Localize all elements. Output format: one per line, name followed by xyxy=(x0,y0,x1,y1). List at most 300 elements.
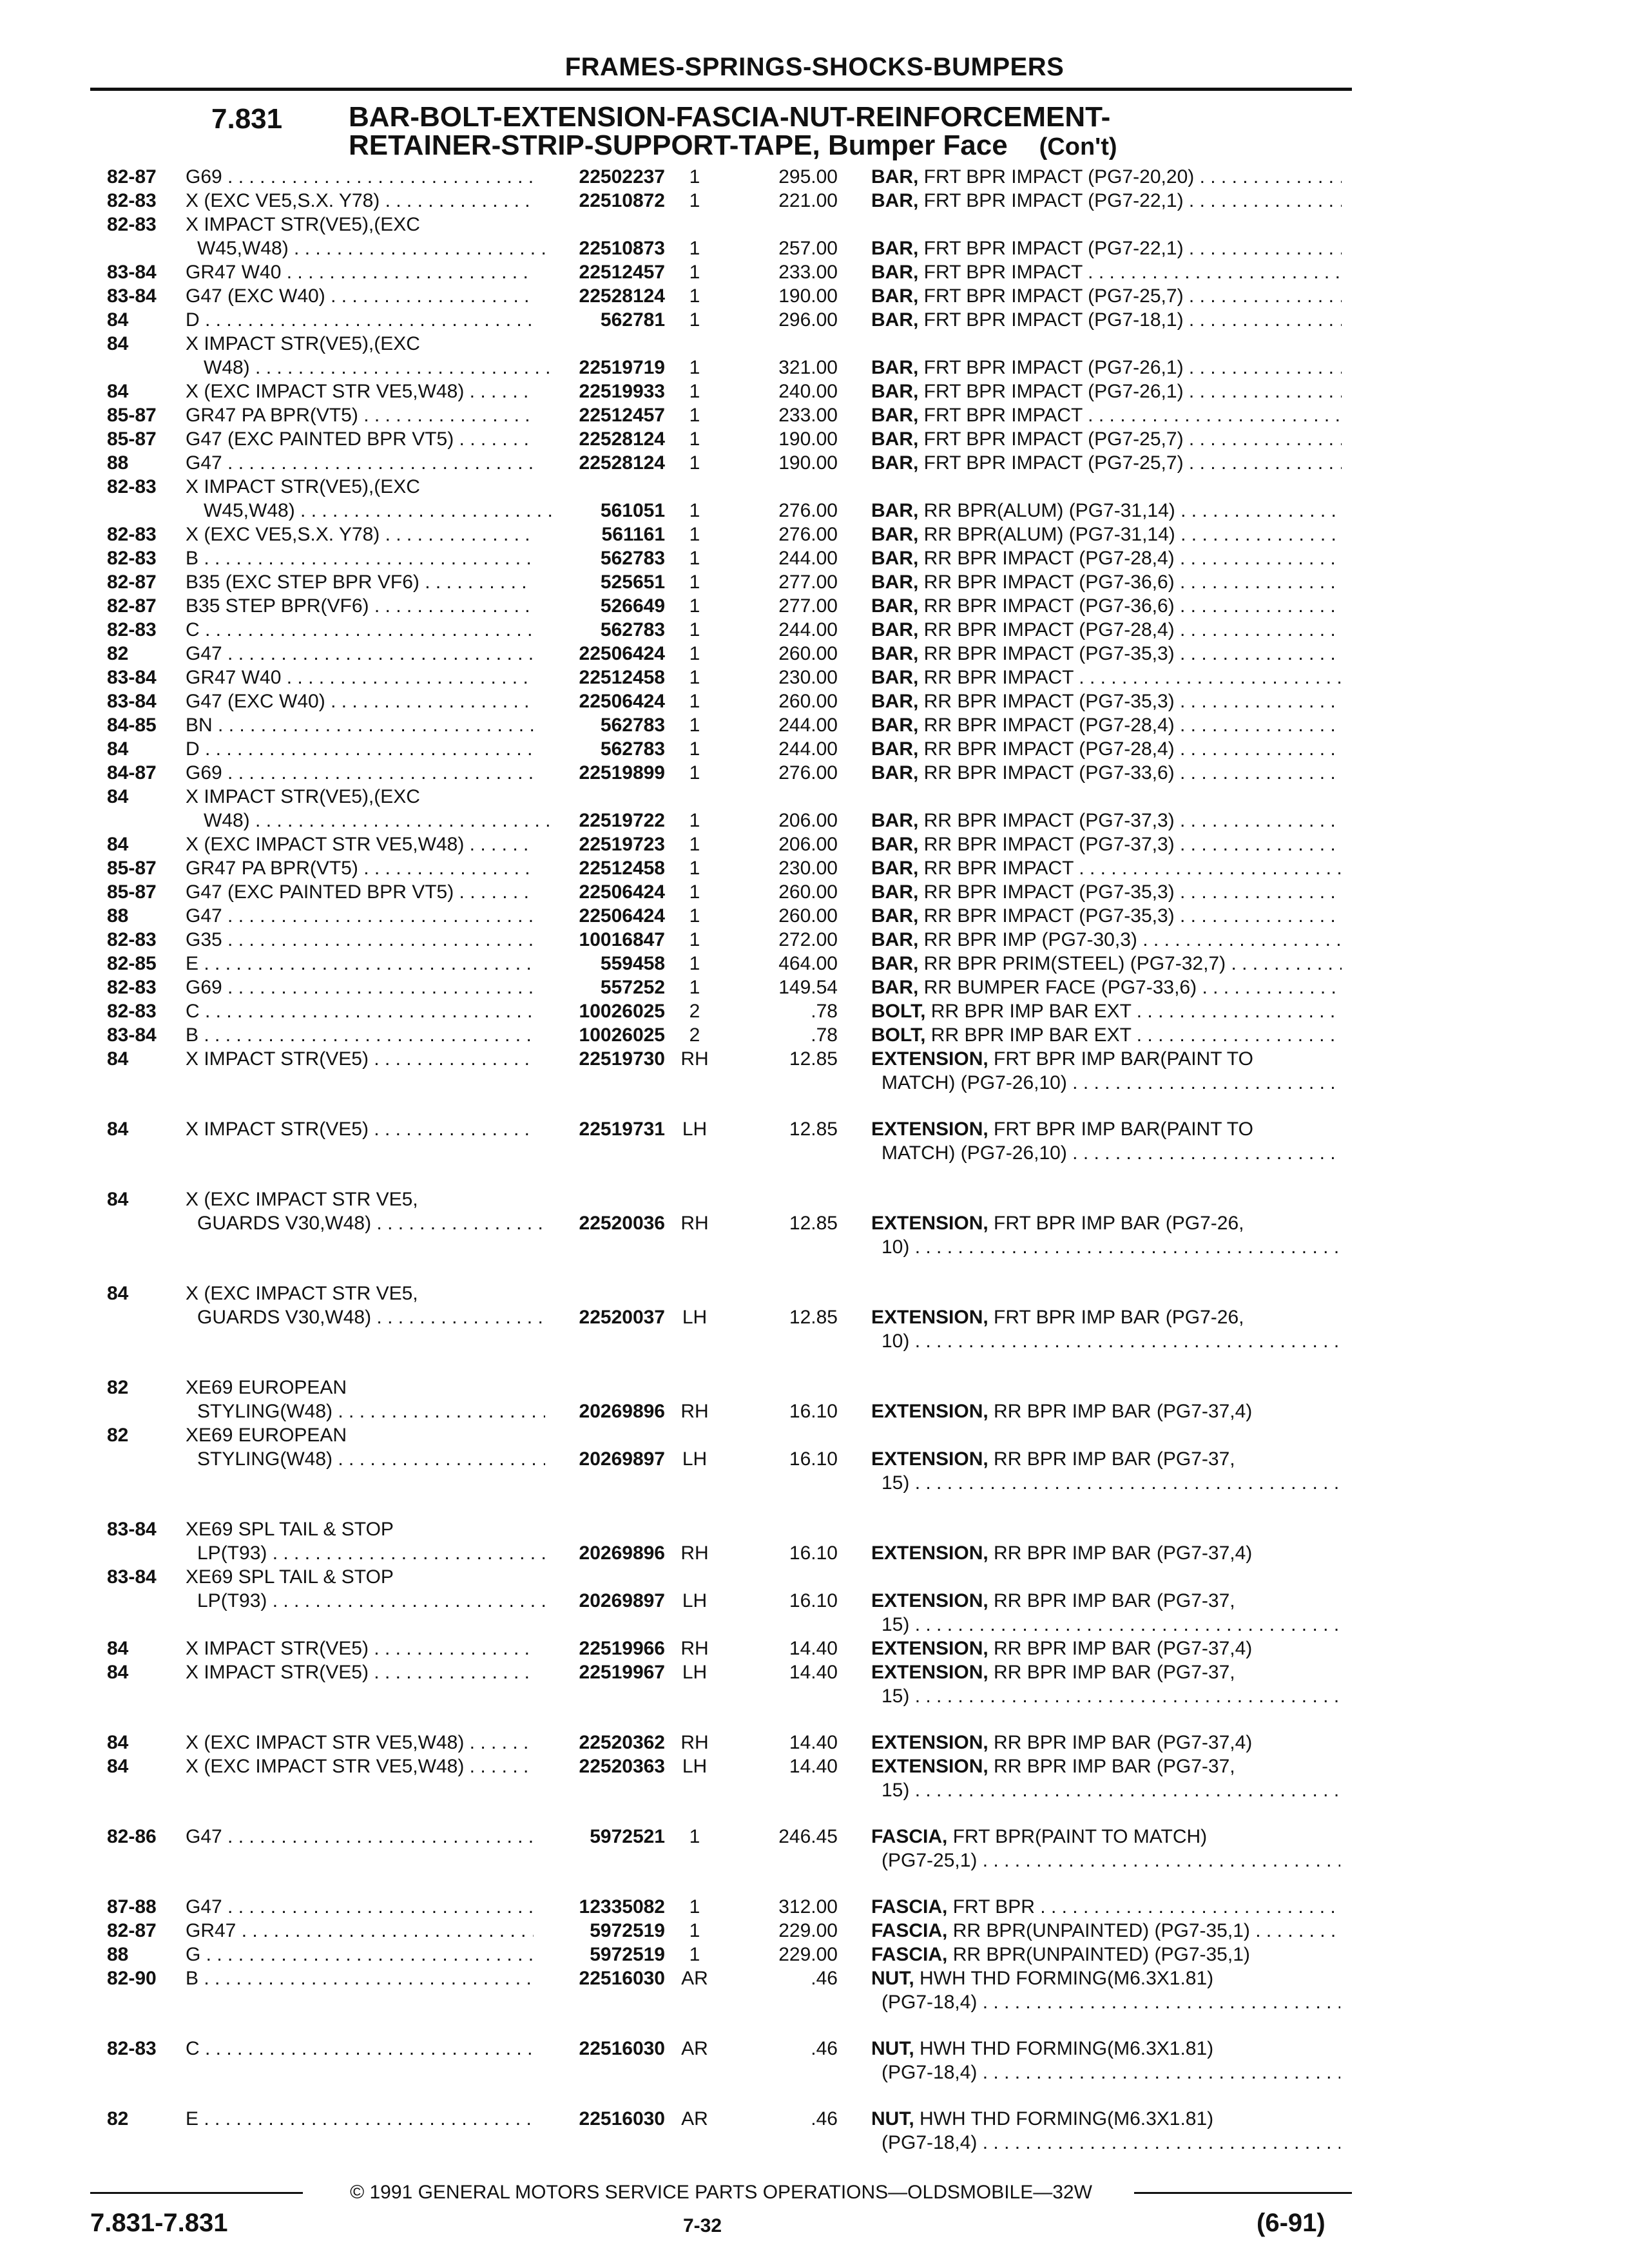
part-detail: RR BPR IMPACT (PG7-28,4) xyxy=(918,738,1175,760)
part-name: BAR, xyxy=(871,262,919,283)
price: 276.00 xyxy=(778,524,838,545)
part-name: BAR, xyxy=(871,762,919,783)
part-detail: FRT BPR IMPACT (PG7-18,1) xyxy=(918,309,1184,331)
price: 260.00 xyxy=(778,691,838,712)
model-years: 84 xyxy=(107,1119,129,1140)
part-number: 20269896 xyxy=(579,1401,665,1422)
usage-description: X IMPACT STR(VE5),(EXC xyxy=(186,786,420,807)
usage-description: D . . . xyxy=(186,737,534,761)
model-years: 83-84 xyxy=(107,1024,157,1046)
model-years: 83-84 xyxy=(107,285,157,307)
price: 277.00 xyxy=(778,572,838,593)
price: .46 xyxy=(811,2108,838,2129)
usage-description: X (EXC IMPACT STR VE5, xyxy=(186,1283,418,1304)
part-description xyxy=(871,189,1342,213)
part-description-cont: 15) . . . xyxy=(882,1471,1340,1495)
usage-description: X (EXC IMPACT STR VE5,W48) . . . xyxy=(186,1754,534,1778)
quantity: 1 xyxy=(689,524,700,545)
price: 14.40 xyxy=(789,1756,838,1777)
part-name: BAR, xyxy=(871,309,919,331)
part-detail: FRT BPR IMP BAR(PAINT TO xyxy=(988,1048,1253,1070)
quantity: RH xyxy=(680,1401,709,1422)
quantity: 1 xyxy=(689,905,700,927)
quantity: 1 xyxy=(689,572,700,593)
model-years: 85-87 xyxy=(107,881,157,903)
part-name: BAR, xyxy=(871,929,919,950)
part-detail: RR BPR IMP BAR (PG7-37,4) xyxy=(988,1542,1253,1564)
part-detail: RR BPR IMPACT (PG7-35,3) xyxy=(918,691,1175,712)
quantity: AR xyxy=(681,2108,708,2129)
usage-description: G47 (EXC W40) . . . xyxy=(186,689,534,713)
part-number: 20269897 xyxy=(579,1590,665,1611)
part-name: FASCIA, xyxy=(871,1896,948,1917)
usage-description: X (EXC IMPACT STR VE5,W48) . . . xyxy=(186,1731,534,1754)
part-name: EXTENSION, xyxy=(871,1732,988,1753)
model-years: 83-84 xyxy=(107,1519,157,1540)
part-description xyxy=(871,689,1342,713)
price: 12.85 xyxy=(789,1213,838,1234)
price: 229.00 xyxy=(778,1944,838,1965)
part-number: 22528124 xyxy=(579,285,665,307)
part-number: 22512457 xyxy=(579,405,665,426)
price: 149.54 xyxy=(778,977,838,998)
usage-description: X IMPACT STR(VE5) . . . xyxy=(186,1047,534,1071)
part-name: NUT, xyxy=(871,2038,914,2059)
price: 244.00 xyxy=(778,619,838,640)
model-years: 84 xyxy=(107,834,129,855)
part-number: 22519731 xyxy=(579,1119,665,1140)
price: 464.00 xyxy=(778,953,838,974)
part-detail: FRT BPR IMPACT xyxy=(918,405,1083,426)
part-name: EXTENSION, xyxy=(871,1590,988,1611)
model-years: 85-87 xyxy=(107,858,157,879)
part-name: EXTENSION, xyxy=(871,1638,988,1659)
part-number: 10016847 xyxy=(579,929,665,950)
model-years: 82-83 xyxy=(107,2038,157,2059)
part-name: BAR, xyxy=(871,595,919,617)
part-name: BAR, xyxy=(871,500,919,521)
quantity: 1 xyxy=(689,667,700,688)
part-detail: HWH THD FORMING(M6.3X1.81) xyxy=(914,1968,1214,1989)
part-name: BAR, xyxy=(871,548,919,569)
price: 190.00 xyxy=(778,452,838,474)
part-detail: RR BPR IMP BAR (PG7-37,4) xyxy=(988,1638,1253,1659)
price: 12.85 xyxy=(789,1119,838,1140)
quantity: 1 xyxy=(689,834,700,855)
part-detail: RR BPR IMP (PG7-30,3) xyxy=(918,929,1137,950)
usage-description: GR47 W40 . . . xyxy=(186,260,534,284)
usage-description: G69 . . . xyxy=(186,761,534,785)
usage-description: G47 (EXC PAINTED BPR VT5) . . . xyxy=(186,427,534,451)
part-name: BAR, xyxy=(871,285,919,307)
part-name: EXTENSION, xyxy=(871,1307,988,1328)
quantity: RH xyxy=(680,1213,709,1234)
model-years: 84 xyxy=(107,1638,129,1659)
part-name: BAR, xyxy=(871,858,919,879)
part-description xyxy=(871,809,1342,832)
part-name: BAR, xyxy=(871,691,919,712)
part-number: 22516030 xyxy=(579,2108,665,2129)
part-description xyxy=(871,1447,1342,1471)
part-detail: RR BPR IMP BAR EXT xyxy=(925,1001,1132,1022)
part-number: 22512458 xyxy=(579,667,665,688)
usage-description: G69 . . . xyxy=(186,165,534,189)
part-name: BAR, xyxy=(871,953,919,974)
quantity: 1 xyxy=(689,762,700,783)
model-years: 84 xyxy=(107,1048,129,1070)
part-detail: RR BPR IMPACT (PG7-37,3) xyxy=(918,834,1175,855)
part-number: 22519967 xyxy=(579,1662,665,1683)
quantity: 1 xyxy=(689,810,700,831)
model-years: 84 xyxy=(107,786,129,807)
part-description-cont: 15) . . . xyxy=(882,1613,1340,1637)
part-description xyxy=(871,1023,1342,1047)
part-number: 22516030 xyxy=(579,2038,665,2059)
usage-description: W48) . . . xyxy=(204,809,552,832)
price: 190.00 xyxy=(778,428,838,450)
part-name: BAR, xyxy=(871,810,919,831)
model-years: 82 xyxy=(107,1377,129,1398)
part-name: BAR, xyxy=(871,452,919,474)
usage-description: X IMPACT STR(VE5),(EXC xyxy=(186,333,420,354)
price: 244.00 xyxy=(778,548,838,569)
price: 260.00 xyxy=(778,905,838,927)
usage-description: X IMPACT STR(VE5),(EXC xyxy=(186,214,420,235)
part-description xyxy=(871,284,1342,308)
part-number: 5972519 xyxy=(590,1920,665,1941)
price: 16.10 xyxy=(789,1401,838,1422)
usage-description: G47 . . . xyxy=(186,1895,534,1919)
quantity: LH xyxy=(682,1307,708,1328)
part-detail: RR BPR IMP BAR (PG7-37,4) xyxy=(988,1401,1253,1422)
part-description xyxy=(871,1731,1342,1754)
part-detail: RR BPR IMP BAR (PG7-37,4) xyxy=(988,1732,1253,1753)
usage-description: GR47 PA BPR(VT5) . . . xyxy=(186,403,534,427)
part-number: 562781 xyxy=(600,309,665,331)
part-detail: FRT BPR IMPACT (PG7-25,7) xyxy=(918,452,1184,474)
part-detail: FRT BPR(PAINT TO MATCH) xyxy=(947,1826,1208,1847)
part-detail: FRT BPR IMPACT (PG7-22,1) xyxy=(918,190,1184,211)
price: 206.00 xyxy=(778,810,838,831)
quantity: 1 xyxy=(689,381,700,402)
quantity: 2 xyxy=(689,1024,700,1046)
part-detail: RR BUMPER FACE (PG7-33,6) xyxy=(918,977,1197,998)
part-detail: FRT BPR IMPACT xyxy=(918,262,1083,283)
quantity: 1 xyxy=(689,285,700,307)
part-description xyxy=(871,1211,1342,1235)
part-description xyxy=(871,1660,1342,1684)
usage-description: BN . . . xyxy=(186,713,534,737)
model-years: 82-87 xyxy=(107,166,157,187)
quantity: 1 xyxy=(689,977,700,998)
part-detail: FRT BPR IMP BAR (PG7-26, xyxy=(988,1213,1244,1234)
part-description xyxy=(871,1825,1342,1849)
usage-description: X IMPACT STR(VE5) . . . xyxy=(186,1660,534,1684)
quantity: LH xyxy=(682,1662,708,1683)
model-years: 84 xyxy=(107,1756,129,1777)
part-number: 22520363 xyxy=(579,1756,665,1777)
part-description xyxy=(871,1943,1342,1966)
part-number: 22519723 xyxy=(579,834,665,855)
model-years: 85-87 xyxy=(107,405,157,426)
part-description-cont: (PG7-18,4) . . . xyxy=(882,2131,1340,2155)
part-description xyxy=(871,1399,1342,1423)
part-detail: RR BPR IMPACT xyxy=(918,858,1074,879)
model-years: 84 xyxy=(107,738,129,760)
part-detail: RR BPR IMPACT (PG7-28,4) xyxy=(918,715,1175,736)
part-number: 22506424 xyxy=(579,881,665,903)
part-description xyxy=(871,737,1342,761)
part-detail: RR BPR IMPACT (PG7-35,3) xyxy=(918,881,1175,903)
usage-description: D . . . xyxy=(186,308,534,332)
part-description xyxy=(871,451,1342,475)
part-description xyxy=(871,308,1342,332)
quantity: LH xyxy=(682,1756,708,1777)
usage-description: X (EXC IMPACT STR VE5,W48) . . . xyxy=(186,380,534,403)
price: 16.10 xyxy=(789,1448,838,1470)
usage-description: G47 . . . xyxy=(186,904,534,928)
part-number: 22519933 xyxy=(579,381,665,402)
usage-description: C . . . xyxy=(186,2037,534,2061)
part-description xyxy=(871,546,1342,570)
part-name: EXTENSION, xyxy=(871,1213,988,1234)
model-years: 84 xyxy=(107,1283,129,1304)
usage-description: W45,W48) . . . xyxy=(204,499,552,523)
part-number: 22516030 xyxy=(579,1968,665,1989)
part-name: BAR, xyxy=(871,166,919,187)
part-description-cont: 10) . . . xyxy=(882,1329,1340,1353)
quantity: 1 xyxy=(689,929,700,950)
usage-description: G35 . . . xyxy=(186,928,534,952)
quantity: 1 xyxy=(689,500,700,521)
part-description xyxy=(871,523,1342,546)
part-number: 561051 xyxy=(600,500,665,521)
part-name: BAR, xyxy=(871,643,919,664)
part-number: 22528124 xyxy=(579,452,665,474)
usage-description: B . . . xyxy=(186,546,534,570)
price: 206.00 xyxy=(778,834,838,855)
part-name: BAR, xyxy=(871,524,919,545)
part-description xyxy=(871,1919,1342,1943)
model-years: 87-88 xyxy=(107,1896,157,1917)
part-description xyxy=(871,928,1342,952)
part-description-cont: (PG7-25,1) . . . xyxy=(882,1849,1340,1872)
part-name: BAR, xyxy=(871,190,919,211)
part-description xyxy=(871,713,1342,737)
part-detail: RR BPR PRIM(STEEL) (PG7-32,7) xyxy=(918,953,1226,974)
usage-description: GR47 PA BPR(VT5) . . . xyxy=(186,856,534,880)
part-name: BAR, xyxy=(871,738,919,760)
quantity: LH xyxy=(682,1119,708,1140)
part-number: 561161 xyxy=(601,524,665,545)
model-years: 82-83 xyxy=(107,548,157,569)
usage-description: G47 (EXC PAINTED BPR VT5) . . . xyxy=(186,880,534,904)
price: 257.00 xyxy=(778,238,838,259)
part-description-cont: MATCH) (PG7-26,10) . . . xyxy=(882,1071,1340,1095)
part-name: FASCIA, xyxy=(871,1826,948,1847)
price: .46 xyxy=(811,2038,838,2059)
part-detail: RR BPR(ALUM) (PG7-31,14) xyxy=(918,524,1175,545)
part-description xyxy=(871,260,1342,284)
quantity: 1 xyxy=(689,548,700,569)
part-name: NUT, xyxy=(871,2108,914,2129)
part-detail: FRT BPR IMPACT (PG7-25,7) xyxy=(918,428,1184,450)
part-number: 10026025 xyxy=(579,1001,665,1022)
usage-description: XE69 SPL TAIL & STOP xyxy=(186,1566,394,1588)
part-detail: FRT BPR xyxy=(947,1896,1035,1917)
part-name: EXTENSION, xyxy=(871,1756,988,1777)
price: 221.00 xyxy=(778,190,838,211)
quantity: 1 xyxy=(689,881,700,903)
part-detail: RR BPR IMPACT (PG7-28,4) xyxy=(918,619,1175,640)
footer-section-range: 7.831-7.831 xyxy=(90,2209,228,2237)
quantity: 1 xyxy=(689,166,700,187)
part-number: 10026025 xyxy=(579,1024,665,1046)
part-detail: RR BPR IMPACT (PG7-28,4) xyxy=(918,548,1175,569)
part-detail: FRT BPR IMP BAR(PAINT TO xyxy=(988,1119,1253,1140)
part-description xyxy=(871,1966,1342,1990)
part-description xyxy=(871,499,1342,523)
quantity: 2 xyxy=(689,1001,700,1022)
quantity: RH xyxy=(680,1048,709,1070)
part-description xyxy=(871,1047,1342,1071)
quantity: AR xyxy=(681,1968,708,1989)
part-description xyxy=(871,1541,1342,1565)
part-description xyxy=(871,236,1342,260)
usage-description: X IMPACT STR(VE5),(EXC xyxy=(186,476,420,497)
model-years: 82-83 xyxy=(107,1001,157,1022)
part-description-cont: MATCH) (PG7-26,10) . . . xyxy=(882,1141,1340,1165)
part-detail: FRT BPR IMPACT (PG7-22,1) xyxy=(918,238,1184,259)
price: 230.00 xyxy=(778,667,838,688)
part-name: BAR, xyxy=(871,381,919,402)
part-description xyxy=(871,1117,1342,1141)
model-years: 82-83 xyxy=(107,977,157,998)
price: 246.45 xyxy=(778,1826,838,1847)
part-name: BAR, xyxy=(871,572,919,593)
part-number: 20269896 xyxy=(579,1542,665,1564)
part-number: 22519966 xyxy=(579,1638,665,1659)
model-years: 82 xyxy=(107,2108,129,2129)
part-name: BAR, xyxy=(871,357,919,378)
quantity: 1 xyxy=(689,405,700,426)
price: 14.40 xyxy=(789,1638,838,1659)
part-description-cont: (PG7-18,4) . . . xyxy=(882,2061,1340,2084)
usage-description: X (EXC IMPACT STR VE5, xyxy=(186,1189,418,1210)
model-years: 82-83 xyxy=(107,476,157,497)
part-name: BAR, xyxy=(871,238,919,259)
part-number: 22506424 xyxy=(579,643,665,664)
part-detail: FRT BPR IMP BAR (PG7-26, xyxy=(988,1307,1244,1328)
price: 312.00 xyxy=(778,1896,838,1917)
price: 14.40 xyxy=(789,1662,838,1683)
part-number: 22512458 xyxy=(579,858,665,879)
quantity: 1 xyxy=(689,595,700,617)
part-description-cont: 10) . . . xyxy=(882,1235,1340,1259)
model-years: 82-87 xyxy=(107,572,157,593)
usage-description: B35 STEP BPR(VF6) . . . xyxy=(186,594,534,618)
usage-description: GUARDS V30,W48) . . . xyxy=(197,1211,545,1235)
part-number: 22512457 xyxy=(579,262,665,283)
usage-description: W45,W48) . . . xyxy=(197,236,545,260)
price: 277.00 xyxy=(778,595,838,617)
part-name: FASCIA, xyxy=(871,1920,948,1941)
part-detail: RR BPR IMP BAR EXT xyxy=(925,1024,1132,1046)
price: 295.00 xyxy=(778,166,838,187)
model-years: 83-84 xyxy=(107,1566,157,1588)
price: 16.10 xyxy=(789,1542,838,1564)
quantity: 1 xyxy=(689,1896,700,1917)
model-years: 82-83 xyxy=(107,619,157,640)
part-description xyxy=(871,618,1342,642)
price: 16.10 xyxy=(789,1590,838,1611)
model-years: 83-84 xyxy=(107,667,157,688)
price: 244.00 xyxy=(778,738,838,760)
usage-description: X IMPACT STR(VE5) . . . xyxy=(186,1637,534,1660)
usage-description: GR47 W40 . . . xyxy=(186,666,534,689)
quantity: LH xyxy=(682,1448,708,1470)
part-name: BAR, xyxy=(871,834,919,855)
quantity: 1 xyxy=(689,428,700,450)
price: 321.00 xyxy=(778,357,838,378)
part-description xyxy=(871,570,1342,594)
part-description xyxy=(871,1589,1342,1613)
part-number: 22510873 xyxy=(579,238,665,259)
price: .78 xyxy=(811,1001,838,1022)
part-description xyxy=(871,1754,1342,1778)
part-detail: RR BPR IMP BAR (PG7-37, xyxy=(988,1662,1235,1683)
price: 14.40 xyxy=(789,1732,838,1753)
usage-description: E . . . xyxy=(186,952,534,975)
part-description-cont: (PG7-18,4) . . . xyxy=(882,1990,1340,2014)
model-years: 84 xyxy=(107,309,129,331)
quantity: LH xyxy=(682,1590,708,1611)
part-description xyxy=(871,856,1342,880)
price: .78 xyxy=(811,1024,838,1046)
part-number: 22510872 xyxy=(579,190,665,211)
part-number: 20269897 xyxy=(579,1448,665,1470)
part-number: 5972521 xyxy=(590,1826,665,1847)
part-detail: RR BPR IMPACT (PG7-36,6) xyxy=(918,572,1175,593)
part-description xyxy=(871,2037,1342,2061)
model-years: 82-83 xyxy=(107,214,157,235)
section-cont: (Con't) xyxy=(1039,133,1117,160)
part-name: BOLT, xyxy=(871,1024,926,1046)
part-name: BAR, xyxy=(871,619,919,640)
part-name: BOLT, xyxy=(871,1001,926,1022)
quantity: 1 xyxy=(689,619,700,640)
usage-description: W48) . . . xyxy=(204,356,552,380)
part-detail: FRT BPR IMPACT (PG7-26,1) xyxy=(918,357,1184,378)
price: 272.00 xyxy=(778,929,838,950)
part-detail: RR BPR IMPACT (PG7-33,6) xyxy=(918,762,1175,783)
model-years: 82-90 xyxy=(107,1968,157,1989)
footer-page-number: 7-32 xyxy=(683,2215,722,2236)
price: 190.00 xyxy=(778,285,838,307)
model-years: 84 xyxy=(107,1189,129,1210)
part-description xyxy=(871,832,1342,856)
part-description xyxy=(871,165,1342,189)
part-number: 22519719 xyxy=(579,357,665,378)
model-years: 82 xyxy=(107,1425,129,1446)
quantity: 1 xyxy=(689,190,700,211)
quantity: RH xyxy=(680,1638,709,1659)
quantity: 1 xyxy=(689,715,700,736)
price: 12.85 xyxy=(789,1307,838,1328)
usage-description: GUARDS V30,W48) . . . xyxy=(197,1305,545,1329)
price: 276.00 xyxy=(778,500,838,521)
part-detail: RR BPR(UNPAINTED) (PG7-35,1) xyxy=(947,1944,1250,1965)
